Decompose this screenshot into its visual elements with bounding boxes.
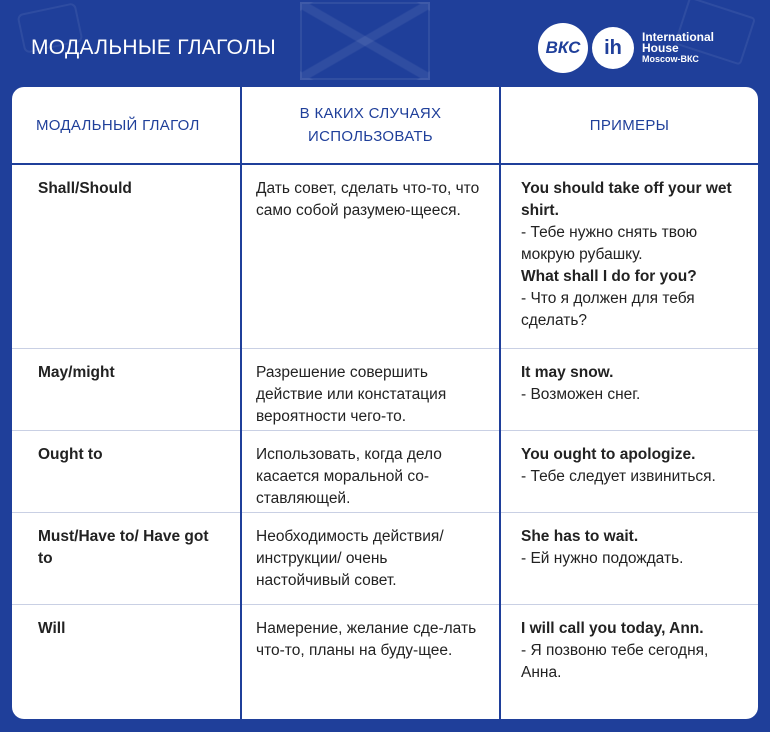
table-row bbox=[12, 430, 758, 512]
page-title: МОДАЛЬНЫЕ ГЛАГОЛЫ bbox=[31, 36, 276, 59]
table-row bbox=[12, 604, 758, 719]
usage-cell: Разрешение совершить действие или констатация вероятности чего-то. bbox=[241, 348, 500, 430]
logo-line-1: International bbox=[642, 29, 715, 44]
example-russian: - Тебе следует извиниться. bbox=[521, 467, 716, 485]
usage-cell: Дать совет, сделать что-то, что само собой разумею-щееся. bbox=[241, 164, 500, 348]
example-russian: - Возможен снег. bbox=[521, 385, 641, 403]
usage-cell: Необходимость действия/ инструкции/ очень настойчивый совет. bbox=[241, 512, 500, 604]
column-header-examples: ПРИМЕРЫ bbox=[500, 87, 758, 164]
examples-cell bbox=[500, 512, 758, 604]
table-row bbox=[12, 512, 758, 604]
column-header-usage: В КАКИХ СЛУЧАЯХ ИСПОЛЬЗОВАТЬ bbox=[241, 87, 500, 164]
verb-cell: Shall/Should bbox=[12, 164, 241, 348]
verb-cell: Must/Have to/ Have got to bbox=[12, 512, 241, 604]
examples-cell bbox=[500, 604, 758, 719]
logo-line-3: Moscow-ВКС bbox=[642, 53, 699, 64]
example-russian: - Что я должен для тебя сделать? bbox=[521, 290, 695, 329]
table-row bbox=[12, 164, 758, 348]
examples-cell bbox=[500, 430, 758, 512]
example-english: What shall I do for you? bbox=[521, 268, 697, 285]
example-english: You ought to apologize. bbox=[521, 445, 696, 463]
header bbox=[0, 0, 770, 90]
table-row bbox=[12, 348, 758, 430]
example-russian: - Ей нужно подождать. bbox=[521, 549, 684, 567]
logo-text bbox=[642, 29, 715, 65]
bkc-logo-icon: ВКС bbox=[538, 23, 588, 73]
example-english: I will call you today, Ann. bbox=[521, 619, 704, 637]
usage-cell: Использовать, когда дело касается моральной со-ставляющей. bbox=[241, 430, 500, 512]
brand-logo bbox=[538, 24, 714, 72]
table-header-row bbox=[12, 87, 758, 164]
example-russian: - Я позвоню тебе сегодня, Анна. bbox=[521, 641, 709, 681]
verb-cell: May/might bbox=[12, 348, 241, 430]
column-header-verb: МОДАЛЬНЫЙ ГЛАГОЛ bbox=[12, 87, 241, 164]
examples-cell bbox=[500, 164, 758, 348]
verb-cell: Ought to bbox=[12, 430, 241, 512]
logo-line-2: House bbox=[642, 40, 679, 55]
example-english: She has to wait. bbox=[521, 527, 639, 545]
modal-verbs-table bbox=[12, 87, 758, 719]
verb-cell: Will bbox=[12, 604, 241, 719]
usage-cell: Намерение, желание сде-лать что-то, планы на буду-щее. bbox=[241, 604, 500, 719]
modal-verbs-card bbox=[12, 87, 758, 719]
example-english: You should take off your wet shirt. bbox=[521, 180, 732, 219]
examples-cell bbox=[500, 348, 758, 430]
example-english: It may snow. bbox=[521, 363, 614, 381]
example-russian: - Тебе нужно снять твою мокрую рубашку. bbox=[521, 224, 698, 263]
ih-logo-icon: ih bbox=[592, 27, 634, 69]
